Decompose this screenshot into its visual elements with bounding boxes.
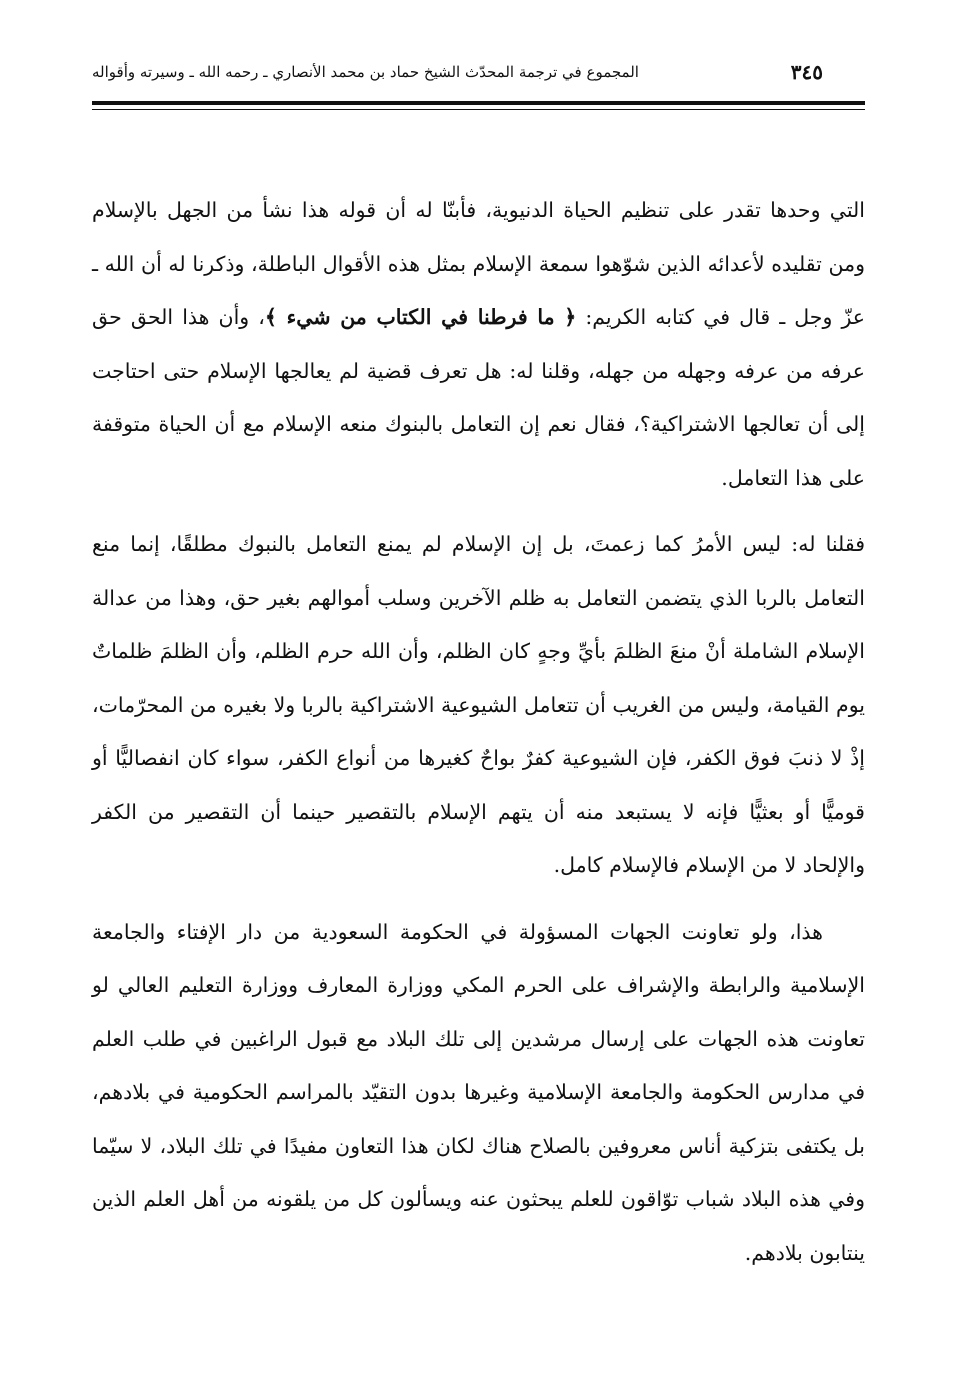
body-text bbox=[92, 184, 865, 1280]
running-header bbox=[92, 52, 823, 92]
quran-quote: ﴿ ما فرطنا في الكتاب من شيء ﴾ bbox=[264, 305, 577, 329]
header-rule-thick bbox=[92, 101, 865, 105]
header-rule-thin bbox=[92, 109, 865, 110]
paragraph-1-after-quote: ، وأن هذا الحق حق عرفه من عرفه وجهله من جهله، وقلنا له: هل تعرف قضية لم يعالجها الإسلام حتى احتاجت إلى أن تعالجها الاشتراكية؟، فقال نعم إن التعامل بالبنوك منعه الإسلام مع أن الحياة متوقفة على هذا التعامل. bbox=[92, 305, 865, 490]
paragraph-1 bbox=[92, 184, 865, 505]
paragraph-2: فقلنا له: ليس الأمرُ كما زعمتَ، بل إن الإسلام لم يمنع التعامل بالنبوك مطلقًا، إنما منع التعامل بالربا الذي يتضمن التعامل به ظلم الآخرين وسلب أموالهم بغير حق، وهذا من عدالة الإسلام الشاملة أنْ منعَ الظلمَ بأيِّ وجهٍ كان الظلم، وأن الله حرم الظلم، وأن الظلمَ ظلماتٌ يوم القيامة، وليس من الغريب أن تتعامل الشيوعية الاشتراكية بالربا ولا بغيره من المحرّمات، إذْ لا ذنبَ فوق الكفر، فإن الشيوعية كفرٌ بواحٌ كغيرها من أنواع الكفر، سواء كان انفصاليًّا أو قوميًّا أو بعثيًّا فإنه لا يستبعد منه أن يتهم الإسلام بالتقصير حينما أن التقصير من الكفر والإلحاد لا من الإسلام فالإسلام كامل. bbox=[92, 532, 865, 877]
paragraph-1-before-quote: التي وحدها تقدر على تنظيم الحياة الدنيوية، فأبنّا له أن قوله هذا نشأ من الجهل بالإسلام ومن تقليده لأعدائه الذين شوّهوا سمعة الإسلام بمثل هذه الأقوال الباطلة، وذكرنا له أن الله ـ عزّ وجل ـ قال في كتابه الكريم: bbox=[92, 198, 866, 329]
paragraph-3: هذا، ولو تعاونت الجهات المسؤولة في الحكومة السعودية من دار الإفتاء والجامعة الإسلامية والرابطة والإشراف على الحرم المكي ووزارة المعارف ووزارة التعليم العالي لو تعاونت هذه الجهات على إرسال مرشدين إلى تلك البلاد مع قبول الراغبين في طلب العلم في مدارس الحكومة والجامعة الإسلامية وغيرها بدون التقيّد بالمراسم الحكومية في بلادهم، بل يكتفى بتزكية أناس معروفين بالصلاح هناك لكان هذا التعاون مفيدًا في تلك البلاد، لا سيّما وفي هذه البلاد شباب توّاقون للعلم يبحثون عنه ويسألون كل من يلقونه من أهل العلم الذين ينتابون بلادهم. bbox=[92, 919, 865, 1265]
page-number: ٣٤٥ bbox=[790, 60, 823, 84]
running-title: المجموع في ترجمة المحدّث الشيخ حماد بن محمد الأنصاري ـ رحمه الله ـ وسيرته وأقواله bbox=[92, 63, 639, 81]
